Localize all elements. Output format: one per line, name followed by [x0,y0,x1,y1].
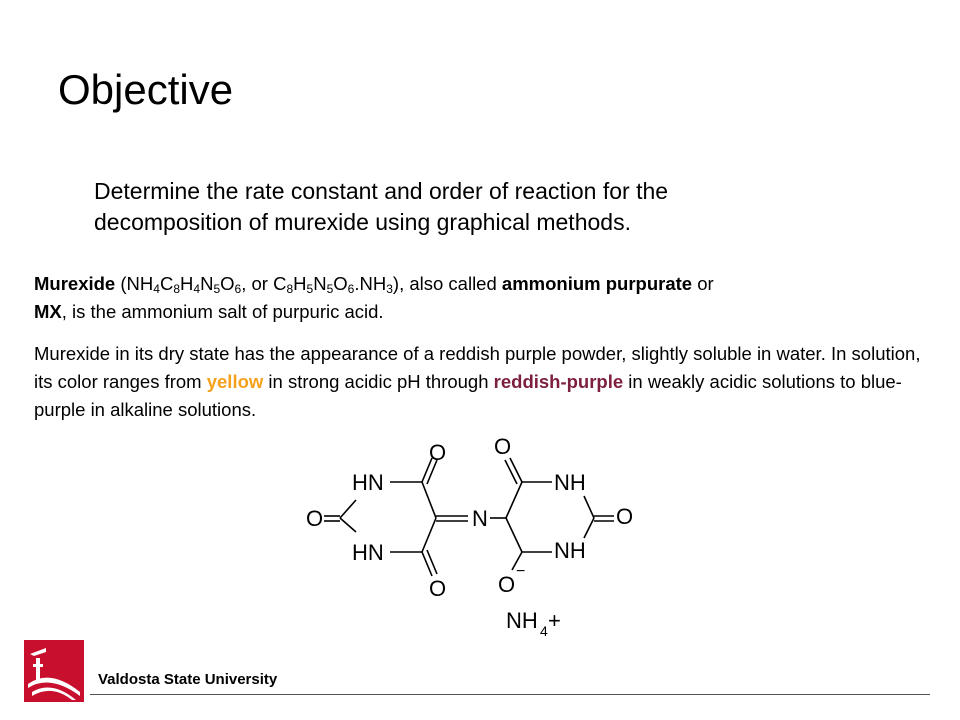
formula-subscript: 3 [386,282,393,296]
formula-subscript: 8 [173,282,180,296]
color-reddish-purple: reddish-purple [493,371,624,392]
term-mx: MX [34,301,62,322]
formula-text: , or C [241,273,287,294]
atom-hn-top: HN [352,470,384,495]
university-name: Valdosta State University [98,671,278,688]
vsu-logo-icon [24,640,84,702]
formula-subscript: 4 [153,282,160,296]
murexide-formula [120,273,399,294]
ammonium-subscript: 4 [540,623,548,639]
formula-text: H [293,273,307,294]
properties-text-a: Murexide in its dry state has the appearance of a reddish purple powder, slightly soluble in water. In solution, its color ranges from [34,343,921,392]
objective-statement: Determine the rate constant and order of reaction for the decomposition of murexide using graphical methods. [94,178,669,235]
formula-text: ) [392,273,400,294]
properties-text-c: in weakly acidic solutions to blue-purple in alkaline solutions. [34,371,902,420]
formula-text: O [220,273,235,294]
charge-minus: − [516,563,526,580]
term-ammonium-purpurate: ammonium purpurate [501,273,693,294]
atom-o-left: O [306,506,324,531]
ammonium-nh: NH [506,608,538,633]
atom-o-top-right: O [494,434,512,459]
formula-text: N [200,273,214,294]
formula-text: (NH [120,273,154,294]
ammonium-plus: + [548,608,561,633]
formula-text: C [159,273,174,294]
atom-o-top-left: O [429,440,447,465]
atom-hn-bottom: HN [352,540,384,565]
color-yellow: yellow [206,371,264,392]
formula-text: O [333,273,348,294]
formula-subscript: 5 [306,282,314,296]
description-text-a: , also called [399,273,502,294]
murexide-description [34,270,934,326]
atom-n-center: N [472,506,488,531]
murexide-term: Murexide [34,273,116,294]
footer-divider [90,694,930,695]
formula-subscript: 6 [234,282,242,296]
formula-text: .NH [354,273,387,294]
description-text-c: , is the ammonium salt of purpuric acid. [61,301,384,322]
properties-text-b: in strong acidic pH through [263,371,494,392]
formula-subscript: 6 [347,282,355,296]
formula-subscript: 5 [326,282,334,296]
formula-subscript: 4 [193,282,201,296]
description-text-b: or [692,273,714,294]
formula-subscript: 8 [286,282,294,296]
atom-o-right: O [616,504,634,529]
slide-title: Objective [58,66,234,113]
murexide-properties [34,340,934,424]
murexide-structure-diagram [296,430,656,645]
atom-o-bottom-left: O [429,576,447,601]
formula-text: N [313,273,327,294]
atom-nh-bottom: NH [554,538,586,563]
atom-nh-top: NH [554,470,586,495]
atom-o-minus: O [498,572,516,597]
formula-subscript: 5 [213,282,221,296]
formula-text: H [180,273,194,294]
